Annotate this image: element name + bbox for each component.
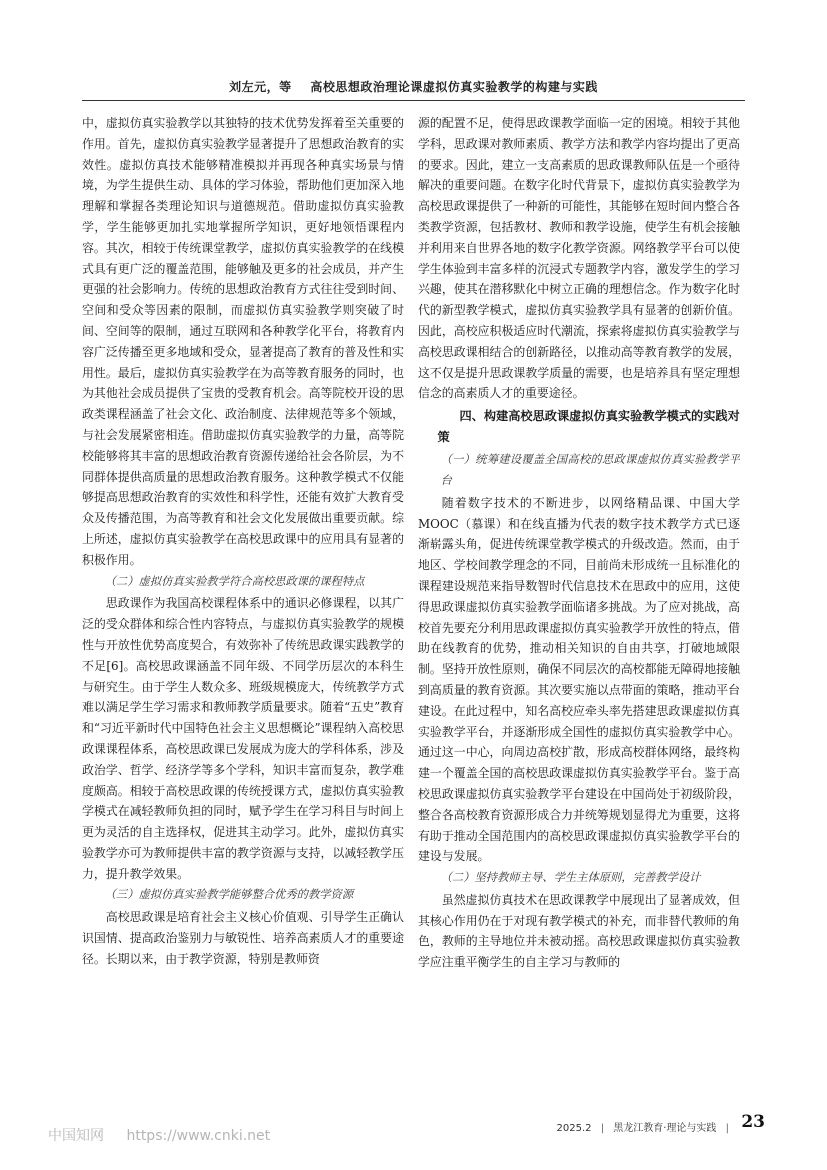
footer-separator: | xyxy=(600,1123,605,1134)
body-paragraph: 中，虚拟仿真实验教学以其独特的技术优势发挥着至关重要的作用。首先，虚拟仿真实验教学显著提升了思想政治教育的实效性。虚拟仿真技术能够精准模拟并再现各种真实场景与情境，为学生提供生动、具体的学习体验，帮助他们更加深入地理解和掌握各类理论知识与道德规范。借助虚拟仿真实验教学，学生能够更加扎实地掌握所学知识，更好地领悟课程内容。其次，相较于传统课堂教学，虚拟仿真实验教学的在线模式具有更广泛的覆盖范围，能够触及更多的社会成员，并产生更强的社会影响力。传统的思想政治教育方式往往受到时间、空间和受众等因素的限制，而虚拟仿真实验教学则突破了时间、空间等的限制，通过互联网和各种教学化平台，将教育内容广泛传播至更多地域和受众，显著提高了教育的普及性和实用性。最后，虚拟仿真实验教学在为高等教育服务的同时，也为其他社会成员提供了宝贵的受教育机会。高等院校开设的思政类课程涵盖了社会文化、政治制度、法律规范等多个领域，与社会发展紧密相连。借助虚拟仿真实验教学的力量，高等院校能够将其丰富的思想政治教育资源传递给社会各阶层，为不同群体提供高质量的思想政治教育服务。这种教学模式不仅能够提高思想政治教育的实效性和科学性，还能有效扩大教育受众及传播范围，为高等教育和社会文化发展做出重要贡献。综上所述，虚拟仿真实验教学在高校思政课中的应用具有显著的积极作用。 xyxy=(82,116,404,567)
body-paragraph: 虽然虚拟仿真技术在思政课教学中展现出了显著成效，但其核心作用仍在于对现有教学模式的补充，而非替代教师的角色，教师的主导地位并未被动摇。高校思政课虚拟仿真实验教学应注重平衡学生的自主学习与教师的 xyxy=(418,892,740,970)
section-heading: 四、构建高校思政课虚拟仿真实验教学模式的实践对策 xyxy=(437,409,740,445)
body-paragraph: 高校思政课是培育社会主义核心价值观、引导学生正确认识国情、提高政治鉴别力与敏锐性、培养高素质人才的重要途径。长期以来，由于教学资源，特别是教师资 xyxy=(82,910,404,966)
body-paragraph: 源的配置不足，使得思政课教学面临一定的困境。相较于其他学科，思政课对教师素质、教学方法和教学内容均提出了更高的要求。因此，建立一支高素质的思政课教师队伍是一个亟待解决的重要问题。在数字化时代背景下，虚拟仿真实验教学为高校思政课提供了一种新的可能性，其能够在短时间内整合各类教学资源，包括教材、教师和教学设施，使学生有机会接触并利用来自世界各地的数字化教学资源。网络教学平台可以使学生体验到丰富多样的沉浸式专题教学内容，激发学生的学习兴趣，使其在潜移默化中树立正确的理想信念。作为数字化时代的新型教学模式，虚拟仿真实验教学具有显著的创新价值。因此，高校应积极适应时代潮流，探索将虚拟仿真实验教学与高校思政课相结合的创新路径，以推动高等教育教学的发展，这不仅是提升思政课教学质量的需要，也是培养具有坚定理想信念的高素质人才的重要途径。 xyxy=(418,116,740,401)
body-paragraph: 思政课作为我国高校课程体系中的通识必修课程，以其广泛的受众群体和综合性内容特点，与虚拟仿真实验教学的规模性与开放性优势高度契合，有效弥补了传统思政课实践教学的不足[6]。高校思政课涵盖不同年级、不同学历层次的本科生与研究生。由于学生人数众多、班级规模庞大，传统教学方式难以满足学生学习需求和教师教学质量要求。随着“五史”教育和“习近平新时代中国特色社会主义思想概论”课程纳入高校思政课课程体系，高校思政课已发展成为庞大的学科体系，涉及政治学、哲学、经济学等多个学科，知识丰富而复杂，教学难度颇高。相较于高校思政课的传统授课方式，虚拟仿真实验教学模式在减轻教师负担的同时，赋予学生在学习科目与时间上更为灵活的自主选择权，促进其主动学习。此外，虚拟仿真实验教学亦可为教师提供丰富的教学资源与支持，以减轻教学压力，提升教学效果。 xyxy=(82,596,404,881)
footer-separator: | xyxy=(725,1123,729,1134)
subsection-heading: （一）统筹建设覆盖全国高校的思政课虚拟仿真实验教学平台 xyxy=(440,453,740,487)
header-title: 高校思想政治理论课虚拟仿真实验教学的构建与实践 xyxy=(310,80,598,94)
subsection-heading: （二）虚拟仿真实验教学符合高校思政课的课程特点 xyxy=(104,574,365,588)
right-column xyxy=(418,113,740,1103)
watermark-url: https://www.cnki.net xyxy=(126,1128,271,1144)
journal-footer xyxy=(557,1119,736,1134)
page-number: 23 xyxy=(741,1112,765,1132)
watermark-logo: 中国知网 xyxy=(48,1128,104,1144)
body-paragraph: 随着数字技术的不断进步，以网络精品课、中国大学MOOC（慕课）和在线直播为代表的数字技术教学方式已逐渐崭露头角，促进传统课堂教学模式的升级改造。然而，由于地区、学校间教学理念的不同，目前尚未形成统一且标准化的课程建设规范来指导数智时代信息技术在思政中的应用，这使得思政课虚拟仿真实验教学面临诸多挑战。为了应对挑战，高校首先要充分利用思政课虚拟仿真实验教学开放性的特点，借助在线教育的优势，推动相关知识的自由共享，打破地域限制。坚持开放性原则，确保不同层次的高校都能无障碍地接触到高质量的教育资源。其次要实施以点带面的策略，推动平台建设。在此过程中，知名高校应牵头率先搭建思政课虚拟仿真实验教学平台，并逐渐形成全国性的虚拟仿真实验教学中心。通过这一中心，向周边高校扩散，形成高校群体网络，最终构建一个覆盖全国的高校思政课虚拟仿真实验教学平台。鉴于高校思政课虚拟仿真实验教学平台建设在中国尚处于初级阶段，整合各高校教育资源形成合力并统筹规划显得尤为重要，这将有助于推动全国范围内的高校思政课虚拟仿真实验教学平台的建设与发展。 xyxy=(418,495,740,864)
issue-label: 2025.2 xyxy=(556,1123,592,1134)
left-column xyxy=(82,113,404,1103)
header-authors: 刘左元，等 xyxy=(229,80,292,94)
cnki-watermark xyxy=(48,1125,270,1145)
subsection-heading: （三）虚拟仿真实验教学能够整合优秀的教学资源 xyxy=(104,888,354,902)
header-divider xyxy=(82,100,745,101)
journal-name: 黑龙江教育·理论与实践 xyxy=(613,1123,717,1134)
running-header xyxy=(82,78,745,95)
subsection-heading: （二）坚持教师主导、学生主体原则，完善教学设计 xyxy=(440,871,701,885)
